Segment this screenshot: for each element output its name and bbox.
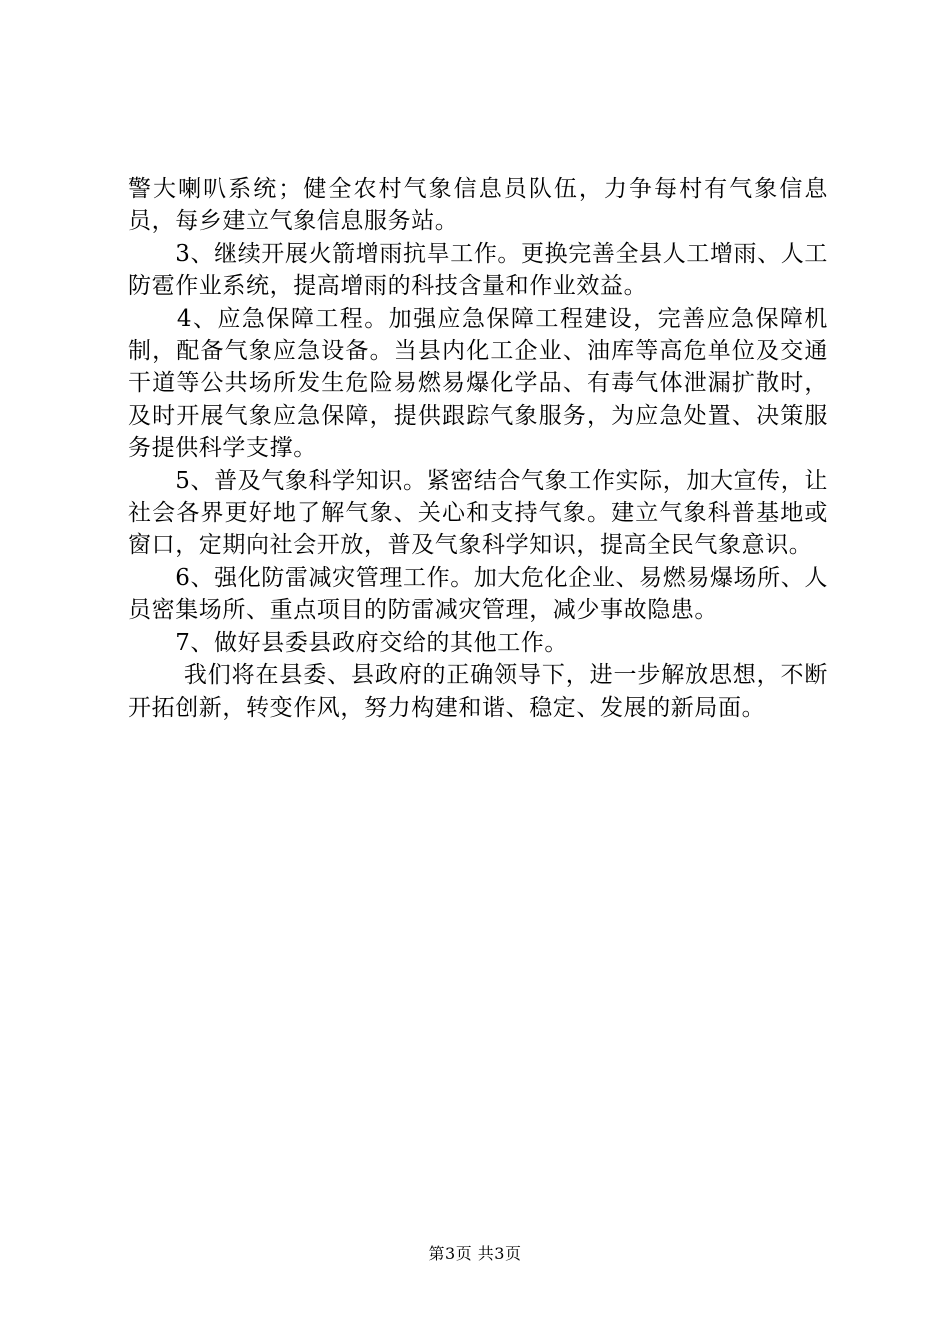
page-number-footer: 第3页 共3页 xyxy=(428,1244,522,1263)
paragraph-item-7: 7、做好县委县政府交给的其他工作。 xyxy=(128,629,569,656)
paragraph-conclusion: 我们将在县委、县政府的正确领导下，进一步解放思想，不断开拓创新，转变作风，努力构建和谐、稳定、发展的新局面。 xyxy=(128,662,828,721)
paragraph-item-6: 6、强化防雷减灾管理工作。加大危化企业、易燃易爆场所、人员密集场所、重点项目的防雷减灾管理，减少事故隐患。 xyxy=(128,564,828,624)
paragraph-item-4: 4、应急保障工程。加强应急保障工程建设，完善应急保障机制，配备气象应急设备。当县内化工企业、油库等高危单位及交通干道等公共场所发生危险易燃易爆化学品、有毒气体泄漏扩散时，及时开展气象应急保障，提供跟踪气象服务，为应急处置、决策服务提供科学支撑。 xyxy=(128,305,828,462)
paragraph-item-5: 5、普及气象科学知识。紧密结合气象工作实际，加大宣传，让社会各界更好地了解气象、关心和支持气象。建立气象科普基地或窗口，定期向社会开放，普及气象科学知识，提高全民气象意识。 xyxy=(128,467,828,559)
document-body xyxy=(128,173,828,724)
paragraph-continuation: 警大喇叭系统；健全农村气象信息员队伍，力争每村有气象信息员，每乡建立气象信息服务站。 xyxy=(128,176,828,235)
paragraph-item-3: 3、继续开展火箭增雨抗旱工作。更换完善全县人工增雨、人工防雹作业系统，提高增雨的科技含量和作业效益。 xyxy=(128,240,828,300)
